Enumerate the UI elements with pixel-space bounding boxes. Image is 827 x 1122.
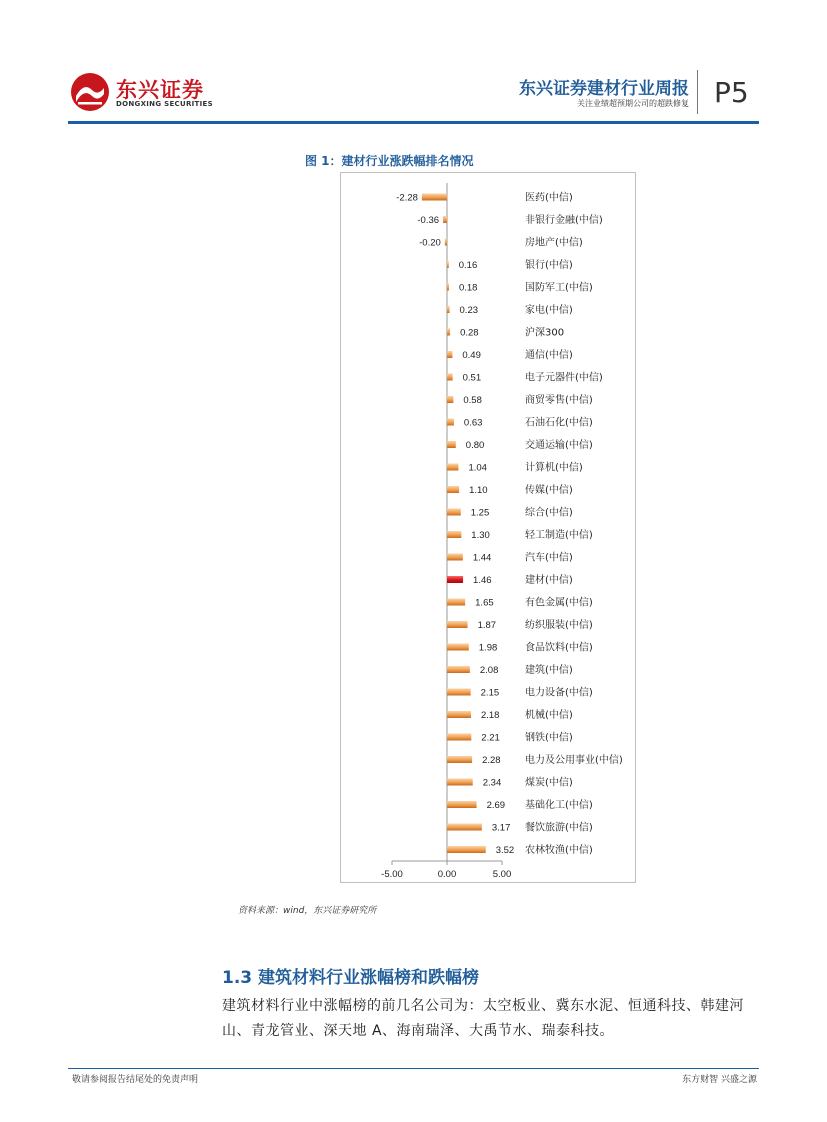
header-rule — [68, 121, 759, 124]
category-label: 传媒(中信) — [525, 485, 573, 496]
figure-title: 图 1：建材行业涨跌幅排名情况 — [305, 154, 474, 168]
bar — [447, 396, 453, 403]
bar-chart — [341, 173, 635, 882]
logo-text-cn: 东兴证券 — [116, 78, 204, 102]
category-label: 医药(中信) — [525, 192, 573, 204]
category-label: 纺织服装(中信) — [525, 620, 593, 631]
bar — [447, 599, 465, 606]
bar — [447, 756, 472, 763]
category-label: 综合(中信) — [525, 507, 573, 519]
category-label: 农林牧渔(中信) — [525, 845, 593, 856]
value-label: 2.69 — [486, 800, 506, 811]
category-label: 食品饮料(中信) — [525, 642, 593, 654]
footer-slogan: 东方财智 兴盛之源 — [682, 1075, 757, 1085]
chart-frame — [340, 172, 636, 883]
company-logo — [70, 72, 213, 112]
value-label: -2.28 — [396, 192, 418, 204]
bar — [447, 374, 453, 381]
category-label: 交通运输(中信) — [525, 440, 593, 451]
report-subtitle: 关注业绩超预期公司的超跌修复 — [577, 99, 689, 108]
category-label: 电子元器件(中信) — [525, 372, 603, 384]
logo-text-en: DONGXING SECURITIES — [116, 100, 213, 108]
bar — [447, 531, 461, 538]
value-label: -0.20 — [419, 237, 441, 249]
category-label: 石油石化(中信) — [525, 417, 593, 429]
category-label: 家电(中信) — [525, 305, 573, 316]
category-label: 建筑(中信) — [525, 665, 573, 676]
category-label: 银行(中信) — [525, 260, 573, 271]
bar — [447, 486, 459, 493]
bar — [447, 621, 468, 628]
bar — [447, 306, 450, 313]
category-label: 国防军工(中信) — [525, 282, 593, 294]
section-title: 1.3 建筑材料行业涨幅榜和跌幅榜 — [222, 968, 480, 988]
value-label: 0.16 — [458, 260, 478, 271]
category-label: 电力设备(中信) — [525, 687, 593, 699]
category-label: 沪深300 — [525, 327, 565, 339]
value-label: 2.18 — [480, 710, 500, 721]
bar — [447, 284, 449, 291]
report-title: 东兴证券建材行业周报 — [519, 79, 689, 99]
category-label: 机械(中信) — [525, 710, 573, 721]
category-label: 餐饮旅游(中信) — [525, 822, 593, 834]
dongxing-logo-icon — [70, 72, 110, 112]
category-label: 煤炭(中信) — [525, 777, 573, 789]
value-label: 1.87 — [477, 620, 497, 631]
value-label: 0.51 — [462, 372, 482, 384]
footer-disclaimer: 敬请参阅报告结尾处的免责声明 — [72, 1075, 199, 1085]
x-tick-label: 0.00 — [437, 869, 457, 880]
value-label: 0.23 — [459, 305, 479, 316]
category-label: 通信(中信) — [525, 350, 573, 361]
value-label: 2.34 — [482, 777, 502, 789]
bar — [447, 666, 470, 673]
value-label: 3.17 — [491, 822, 511, 834]
value-label: 1.44 — [472, 552, 492, 564]
category-label: 轻工制造(中信) — [525, 530, 593, 541]
bar — [445, 239, 447, 246]
value-label: 1.46 — [473, 575, 492, 586]
bar — [447, 711, 471, 718]
bar — [447, 801, 477, 808]
bar — [447, 846, 486, 853]
category-label: 钢铁(中信) — [525, 732, 573, 744]
bar — [447, 644, 469, 651]
value-label: 2.28 — [482, 755, 501, 766]
value-label: 1.25 — [470, 507, 490, 519]
category-label: 基础化工(中信) — [525, 800, 593, 811]
bar — [447, 734, 471, 741]
value-label: 3.52 — [495, 845, 515, 856]
value-label: 2.15 — [480, 687, 500, 699]
x-tick-label: -5.00 — [381, 869, 403, 880]
bar — [447, 329, 450, 336]
header-divider — [697, 70, 698, 114]
section-paragraph: 建筑材料行业中涨幅榜的前几名公司为：太空板业、冀东水泥、恒通科技、韩建河山、青龙管业、深天地 A、海南瑞泽、大禹节水、瑞泰科技。 — [222, 998, 744, 1039]
bar — [422, 194, 447, 201]
bar — [447, 779, 473, 786]
value-label: 0.58 — [463, 395, 482, 406]
bar — [447, 509, 461, 516]
bar — [447, 689, 471, 696]
value-label: 0.18 — [458, 282, 478, 294]
page-number: P5 — [714, 76, 749, 109]
value-label: 1.10 — [469, 485, 488, 496]
value-label: 2.21 — [481, 732, 500, 744]
bar-highlight — [447, 576, 463, 583]
category-label: 非银行金融(中信) — [525, 215, 603, 226]
category-label: 电力及公用事业(中信) — [525, 755, 623, 766]
value-label: 2.08 — [479, 665, 499, 676]
value-label: 0.80 — [465, 440, 485, 451]
value-label: -0.36 — [417, 215, 440, 226]
category-label: 商贸零售(中信) — [525, 395, 593, 406]
bar — [443, 216, 447, 223]
bar — [447, 351, 452, 358]
value-label: 1.65 — [475, 597, 494, 609]
bar — [447, 464, 458, 471]
value-label: 1.30 — [471, 530, 490, 541]
figure-source: 资料来源：wind，东兴证券研究所 — [238, 906, 377, 916]
category-label: 建材(中信) — [525, 575, 573, 586]
value-label: 1.98 — [478, 642, 498, 654]
footer-rule — [68, 1068, 759, 1069]
bar — [447, 824, 482, 831]
category-label: 计算机(中信) — [525, 462, 583, 474]
category-label: 房地产(中信) — [525, 237, 583, 249]
category-label: 汽车(中信) — [525, 552, 573, 564]
bar — [447, 261, 449, 268]
bar — [447, 419, 454, 426]
value-label: 0.63 — [463, 417, 483, 429]
bar — [447, 554, 463, 561]
value-label: 1.04 — [468, 462, 487, 474]
x-tick-label: 5.00 — [492, 869, 512, 880]
bar — [447, 441, 456, 448]
value-label: 0.28 — [460, 327, 479, 339]
category-label: 有色金属(中信) — [525, 597, 593, 609]
value-label: 0.49 — [462, 350, 481, 361]
